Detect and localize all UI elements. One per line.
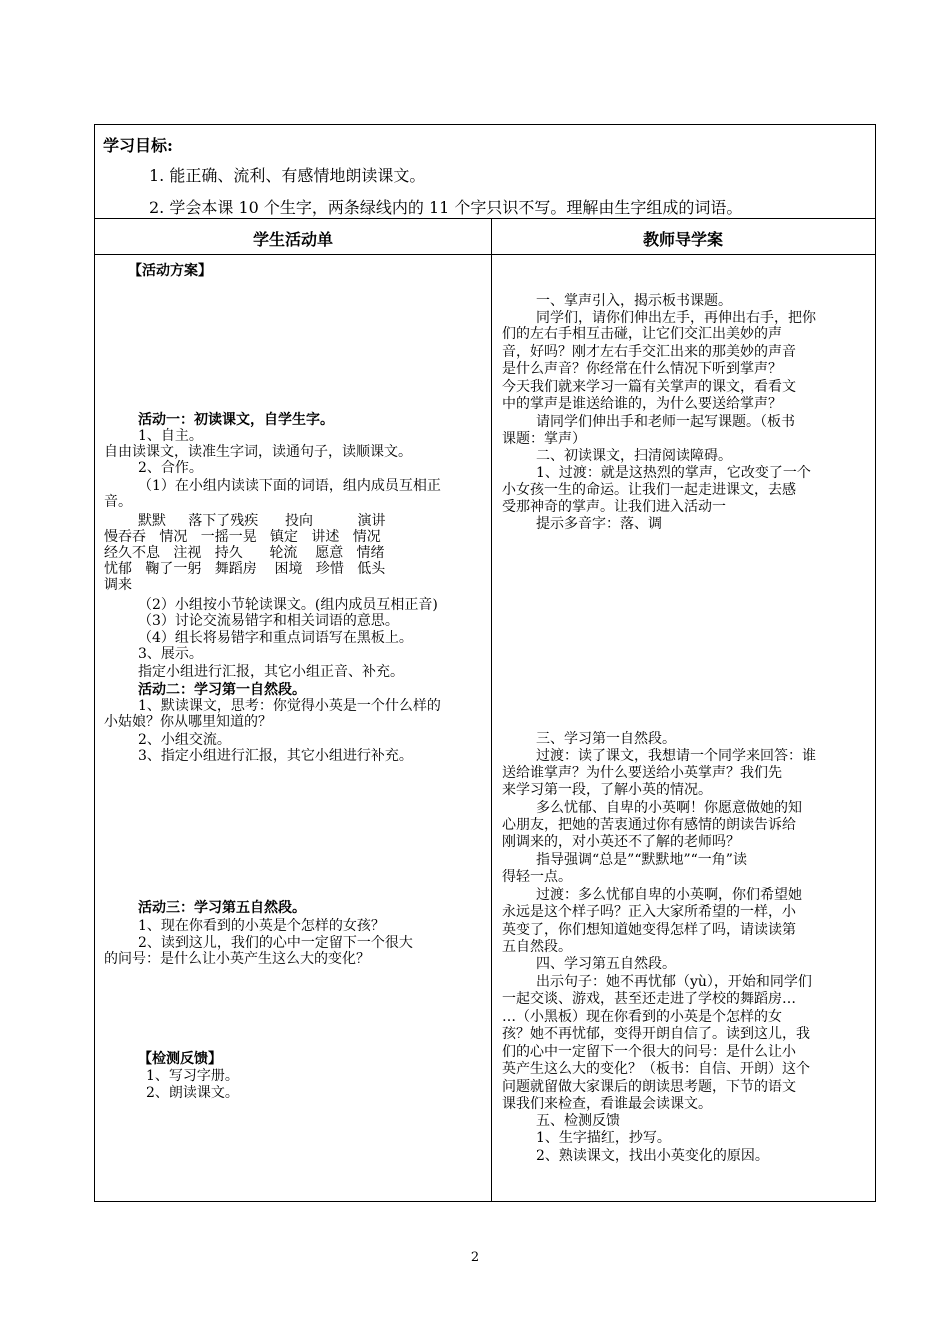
text-line: 刚调来的，对小英还不了解的老师吗？ bbox=[502, 834, 740, 850]
text-line: 一起交谈、游戏，甚至还走进了学校的舞蹈房… bbox=[502, 991, 796, 1007]
text-line: 心朋友，把她的苦衷通过你有感情的朗读告诉给 bbox=[502, 817, 796, 833]
text-line: 过渡：多么忧郁自卑的小英啊，你们希望她 bbox=[536, 887, 802, 903]
text-line: 音。 bbox=[104, 494, 132, 510]
activity-plan-title: 【活动方案】 bbox=[128, 263, 212, 279]
text-line: 二、初读课文，扫清阅读障碍。 bbox=[536, 448, 732, 464]
text-line: 1、过渡：就是这热烈的掌声，它改变了一个 bbox=[536, 465, 811, 481]
text-line: 课题：掌声） bbox=[502, 431, 586, 447]
text-line: 是什么声音？你经常在什么情况下听到掌声？ bbox=[502, 361, 782, 377]
text-line: 英产生这么大的变化？（板书：自信、开朗）这个 bbox=[502, 1061, 810, 1077]
text-line: 来学习第一段，了解小英的情况。 bbox=[502, 782, 712, 798]
text-line: 永远是这个样子吗？正入大家所希望的一样，小 bbox=[502, 904, 796, 920]
text-line: 2、朗读课文。 bbox=[146, 1085, 239, 1101]
text-line: 们的心中一定留下一个很大的问号：是什么让小 bbox=[502, 1044, 796, 1060]
text-line: 英变了，你们想知道她变得怎样了吗，请读读第 bbox=[502, 922, 796, 938]
text-line: 3、展示。 bbox=[138, 646, 203, 662]
text-line: 中的掌声是谁送给谁的，为什么要送给掌声？ bbox=[502, 396, 782, 412]
text-line: 2、合作。 bbox=[138, 460, 203, 476]
text-line: 1、生字描红，抄写。 bbox=[536, 1130, 671, 1146]
text-line: 音，好吗？刚才左右手交汇出来的那美妙的声音 bbox=[502, 344, 796, 360]
learning-objectives-section bbox=[95, 125, 875, 219]
activity-three-title: 活动三：学习第五自然段。 bbox=[138, 900, 306, 916]
text-line: 出示句子：她不再忧郁（yù），开始和同学们 bbox=[536, 974, 812, 990]
text-line: 孩？她不再忧郁，变得开朗自信了。读到这儿，我 bbox=[502, 1026, 810, 1042]
text-line: 小姑娘？你从哪里知道的？ bbox=[104, 714, 272, 730]
vocabulary-row: 经久不息 注视 持久 轮流 愿意 情绪 bbox=[104, 545, 385, 561]
lesson-plan-table bbox=[94, 124, 876, 1202]
text-line: 受那神奇的掌声。让我们进入活动一 bbox=[502, 499, 726, 515]
text-line: 2、小组交流。 bbox=[138, 732, 231, 748]
text-line: 过渡：读了课文，我想请一个同学来回答：谁 bbox=[536, 748, 816, 764]
text-line: 得轻一点。 bbox=[502, 869, 572, 885]
objective-item-2: 2. 学会本课 10 个生字，两条绿线内的 11 个字只识不写。理解由生字组成的词语。 bbox=[149, 198, 743, 217]
text-line: 1、现在你看到的小英是个怎样的女孩？ bbox=[138, 918, 385, 934]
vocabulary-row: 默默 落下了残疾 投向 演讲 bbox=[138, 513, 386, 529]
objective-item-1: 1. 能正确、流利、有感情地朗读课文。 bbox=[149, 166, 426, 185]
text-line: 送给谁掌声？为什么要送给小英掌声？我们先 bbox=[502, 765, 782, 781]
text-line: 三、学习第一自然段。 bbox=[536, 731, 676, 747]
page-number: 2 bbox=[470, 1250, 480, 1265]
text-line: 的问号：是什么让小英产生这么大的变化？ bbox=[104, 951, 370, 967]
text-line: 自由读课文，读准生字词，读通句子，读顺课文。 bbox=[104, 444, 412, 460]
text-line: 请同学们伸出手和老师一起写课题。（板书 bbox=[536, 414, 795, 430]
student-column-header: 学生活动单 bbox=[252, 230, 333, 249]
column-header-row bbox=[95, 219, 875, 255]
text-line: 指定小组进行汇报，其它小组正音、补充。 bbox=[138, 664, 404, 680]
text-line: 1、默读课文，思考：你觉得小英是一个什么样的 bbox=[138, 698, 441, 714]
text-line: 1、写习字册。 bbox=[146, 1068, 239, 1084]
text-line: 小女孩一生的命运。让我们一起走进课文，去感 bbox=[502, 482, 796, 498]
feedback-title: 【检测反馈】 bbox=[138, 1051, 222, 1067]
vocabulary-row: 调来 bbox=[104, 577, 132, 593]
text-line: 五、检测反馈 bbox=[536, 1113, 620, 1129]
text-line: 1、自主。 bbox=[138, 428, 203, 444]
text-line: （3）讨论交流易错字和相关词语的意思。 bbox=[138, 613, 399, 629]
teacher-column-header: 教师导学案 bbox=[642, 230, 723, 249]
text-line: （1）在小组内读读下面的词语，组内成员互相正 bbox=[138, 478, 441, 494]
activity-two-title: 活动二：学习第一自然段。 bbox=[138, 682, 306, 698]
objectives-title: 学习目标: bbox=[103, 136, 173, 155]
text-line: 2、读到这儿，我们的心中一定留下一个很大 bbox=[138, 935, 413, 951]
text-line: 指导强调“总是”“默默地”“一角”读 bbox=[536, 852, 747, 868]
text-line: 3、指定小组进行汇报，其它小组进行补充。 bbox=[138, 748, 413, 764]
text-line: （2）小组按小节轮读课文。(组内成员互相正音) bbox=[138, 597, 438, 613]
text-line: （4）组长将易错字和重点词语写在黑板上。 bbox=[138, 630, 413, 646]
text-line: 2、熟读课文，找出小英变化的原因。 bbox=[536, 1148, 769, 1164]
text-line: 同学们，请你们伸出左手，再伸出右手，把你 bbox=[536, 310, 816, 326]
text-line: 课我们来检查，看谁最会读课文。 bbox=[502, 1096, 712, 1112]
text-line: 们的左右手相互击碰，让它们交汇出美妙的声 bbox=[502, 326, 782, 342]
text-line: …（小黑板）现在你看到的小英是个怎样的女 bbox=[502, 1009, 782, 1025]
text-line: 一、掌声引入，揭示板书课题。 bbox=[536, 293, 732, 309]
text-line: 提示多音字：落、调 bbox=[536, 516, 662, 532]
text-line: 多么忧郁、自卑的小英啊！你愿意做她的知 bbox=[536, 800, 802, 816]
text-line: 今天我们就来学习一篇有关掌声的课文，看看文 bbox=[502, 379, 796, 395]
text-line: 四、学习第五自然段。 bbox=[536, 956, 676, 972]
text-line: 五自然段。 bbox=[502, 939, 572, 955]
vocabulary-row: 忧郁 鞠了一躬 舞蹈房 困境 珍惜 低头 bbox=[104, 561, 386, 577]
activity-one-title: 活动一：初读课文，自学生字。 bbox=[138, 412, 334, 428]
column-divider bbox=[491, 219, 492, 1201]
vocabulary-row: 慢吞吞 情况 一摇一晃 镇定 讲述 情况 bbox=[104, 529, 381, 545]
text-line: 问题就留做大家课后的朗读思考题，下节的语文 bbox=[502, 1079, 796, 1095]
